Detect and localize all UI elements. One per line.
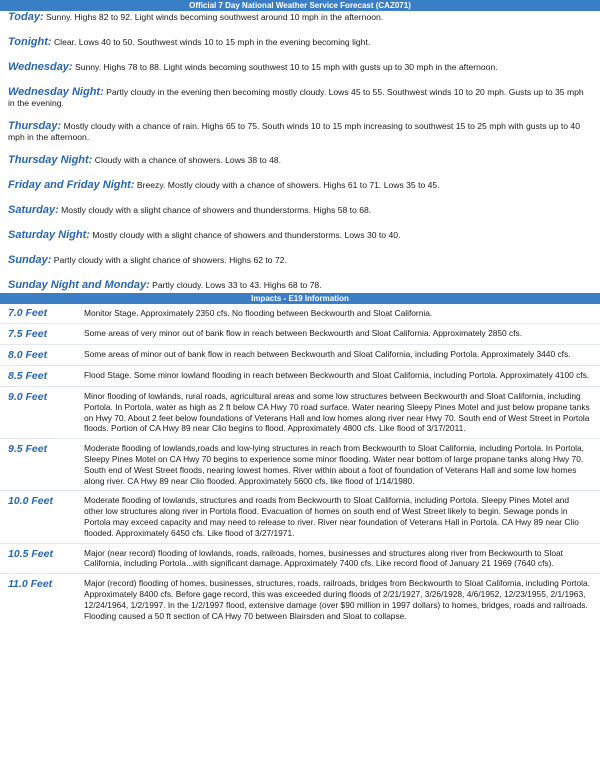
forecast-period-text: Cloudy with a chance of showers. Lows 38 to 48. — [94, 155, 282, 165]
forecast-period-name: Tonight: — [8, 36, 52, 48]
stage-cell — [0, 574, 84, 624]
stage-cell — [0, 543, 84, 574]
stage-cell — [0, 304, 84, 324]
forecast-period-name: Wednesday: — [8, 61, 73, 73]
impact-description: Some areas of very minor out of bank flow in reach between Beckwourth and Sloat California. Approximately 2850 cfs. — [84, 324, 600, 345]
impact-description: Moderate flooding of lowlands,roads and low-lying structures in reach from Beckwourth to Sloat California, including Portola. In Portola, Sleepy Pines Motel on CA Hwy 70 begins to experience some minor flooding. Water near bottom of large propane tanks along Hwy 70. South end of West Street floods, nearing lowest homes. River within about a foot of foundation of Veterans Hall and some low homes along river. CA Hwy 89 near Clio flooded. Approximately 5600 cfs, like flood of 1/14/1980. — [84, 439, 600, 491]
table-row — [0, 304, 600, 324]
forecast-period-name: Thursday: — [8, 120, 62, 132]
stage-cell — [0, 366, 84, 387]
forecast-period-name: Saturday Night: — [8, 229, 90, 241]
forecast-period — [8, 87, 592, 109]
forecast-period-text: Partly cloudy in the evening then becoming mostly cloudy. Lows 45 to 55. Southwest winds 10 to 20 mph. Gusts up to 35 mph in the evening. — [8, 87, 584, 108]
forecast-period — [8, 205, 592, 216]
impact-description: Flood Stage. Some minor lowland flooding in reach between Beckwourth and Sloat California, including Portola. Approximately 4100 cfs. — [84, 366, 600, 387]
forecast-period-text: Breezy. Mostly cloudy with a chance of showers. Highs 61 to 71. Lows 35 to 45. — [136, 180, 440, 190]
stage-cell — [0, 324, 84, 345]
stage-label: 9.5 Feet — [8, 443, 48, 456]
forecast-header: Official 7 Day National Weather Service Forecast (CAZ071) — [0, 0, 600, 11]
stage-cell — [0, 387, 84, 439]
forecast-period-name: Thursday Night: — [8, 154, 93, 166]
impact-description: Minor flooding of lowlands, rural roads, agricultural areas and some low structures between Beckwourth and Sloat California, including Portola. In Portola, water as high as 2 ft below CA Hwy 70 road surface. Water nearing Sleepy Pines Motel and just below propane tanks on Hwy 70. About 2 feet below foundations of Veterans Hall and low homes along river near Hwy 70. South end of West Street in Portola floods. Portion of CA Hwy 89 near Clio begins to flood. Approximately 4800 cfs. Like flood of 3/17/2011. — [84, 387, 600, 439]
stage-label: 7.5 Feet — [8, 328, 48, 340]
impact-description: Monitor Stage. Approximately 2350 cfs. No flooding between Beckwourth and Sloat California. — [84, 304, 600, 324]
table-row — [0, 366, 600, 387]
forecast-period-text: Mostly cloudy with a slight chance of showers and thunderstorms. Lows 30 to 40. — [92, 230, 401, 240]
table-row — [0, 345, 600, 366]
impact-description: Moderate flooding of lowlands, structures and roads from Beckwourth to Sloat California, including Portola. Sleepy Pines Motel and other low structures along river in Portola flood. Evacuation of homes on south end of West Street likely to begin. Sewage ponds in Portola may exceed capacity and may need to release to river. River near foundation of Veterans Hall in Portola. CA Hwy 89 near Clio flooded. Approximately 6450 cfs. Like flood of 3/27/1971. — [84, 491, 600, 543]
stage-cell — [0, 491, 84, 543]
forecast-period — [8, 230, 592, 241]
stage-label: 8.5 Feet — [8, 370, 48, 382]
forecast-period-text: Partly cloudy with a slight chance of showers. Highs 62 to 72. — [53, 255, 287, 265]
stage-label: 10.5 Feet — [8, 547, 53, 560]
forecast-period — [8, 37, 592, 48]
forecast-period — [8, 155, 592, 166]
forecast-period-name: Today: — [8, 11, 44, 23]
forecast-period-name: Sunday Night and Monday: — [8, 279, 150, 291]
impact-description: Some areas of minor out of bank flow in reach between Beckwourth and Sloat California, including Portola. Approximately 3440 cfs. — [84, 345, 600, 366]
stage-label: 8.0 Feet — [8, 349, 48, 361]
forecast-period-name: Sunday: — [8, 254, 52, 266]
forecast-period — [8, 180, 592, 191]
forecast-period-text: Clear. Lows 40 to 50. Southwest winds 10 to 15 mph in the evening becoming light. — [53, 37, 371, 47]
forecast-period-name: Friday and Friday Night: — [8, 179, 135, 191]
forecast-period — [8, 255, 592, 266]
forecast-list — [0, 12, 600, 291]
stage-label: 10.0 Feet — [8, 495, 53, 508]
impacts-header: Impacts - E19 Information — [0, 293, 600, 304]
table-row — [0, 491, 600, 543]
stage-label: 9.0 Feet — [8, 391, 48, 403]
stage-label: 7.0 Feet — [8, 307, 48, 319]
stage-label: 11.0 Feet — [8, 578, 53, 591]
forecast-period-text: Mostly cloudy with a slight chance of showers and thunderstorms. Highs 58 to 68. — [61, 205, 372, 215]
table-row — [0, 574, 600, 624]
impact-description: Major (record) flooding of homes, businesses, structures, roads, railroads, bridges from Beckwourth to Sloat California, including Portola. Approximately 8400 cfs. Before gage record, this was exceeded during floods of 2/21/1927, 3/26/1928, 4/6/1952, 12/23/1955, 2/1/1963, 12/24/1964, 1/2/1997. In the 1/2/1997 flood, extensive damage (over $90 million in 1997 dollars) to homes, bridges, roads and railroads. Flooding caused a 50 ft section of CA Hwy 70 between Blairsden and Sloat to collapse. — [84, 578, 590, 621]
table-row — [0, 387, 600, 439]
impacts-table — [0, 304, 600, 623]
impact-description: Major (near record) flooding of lowlands, roads, railroads, homes, businesses and structures along river from Beckwourth to Sloat California, including Portola...with significant damage. Approximately 7400 cfs. Like record flood of January 21 1969 (7640 cfs). — [84, 543, 600, 574]
forecast-period — [8, 12, 592, 23]
forecast-period — [8, 62, 592, 73]
forecast-period — [8, 121, 592, 143]
table-row — [0, 439, 600, 491]
table-row — [0, 324, 600, 345]
forecast-period-name: Saturday: — [8, 204, 59, 216]
forecast-period — [8, 280, 592, 291]
forecast-period-text: Mostly cloudy with a chance of rain. Highs 65 to 75. South winds 10 to 15 mph increasing to southwest 15 to 25 mph with gusts up to 40 mph in the afternoon. — [8, 121, 580, 142]
table-row — [0, 543, 600, 574]
forecast-period-text: Sunny. Highs 82 to 92. Light winds becoming southwest around 10 mph in the afternoon. — [46, 12, 384, 22]
stage-cell — [0, 439, 84, 491]
forecast-period-text: Sunny. Highs 78 to 88. Light winds becoming southwest 10 to 15 mph with gusts up to 30 mph in the afternoon. — [74, 62, 498, 72]
stage-cell — [0, 345, 84, 366]
forecast-period-name: Wednesday Night: — [8, 86, 104, 98]
forecast-period-text: Partly cloudy. Lows 33 to 43. Highs 68 to 78. — [152, 280, 322, 290]
